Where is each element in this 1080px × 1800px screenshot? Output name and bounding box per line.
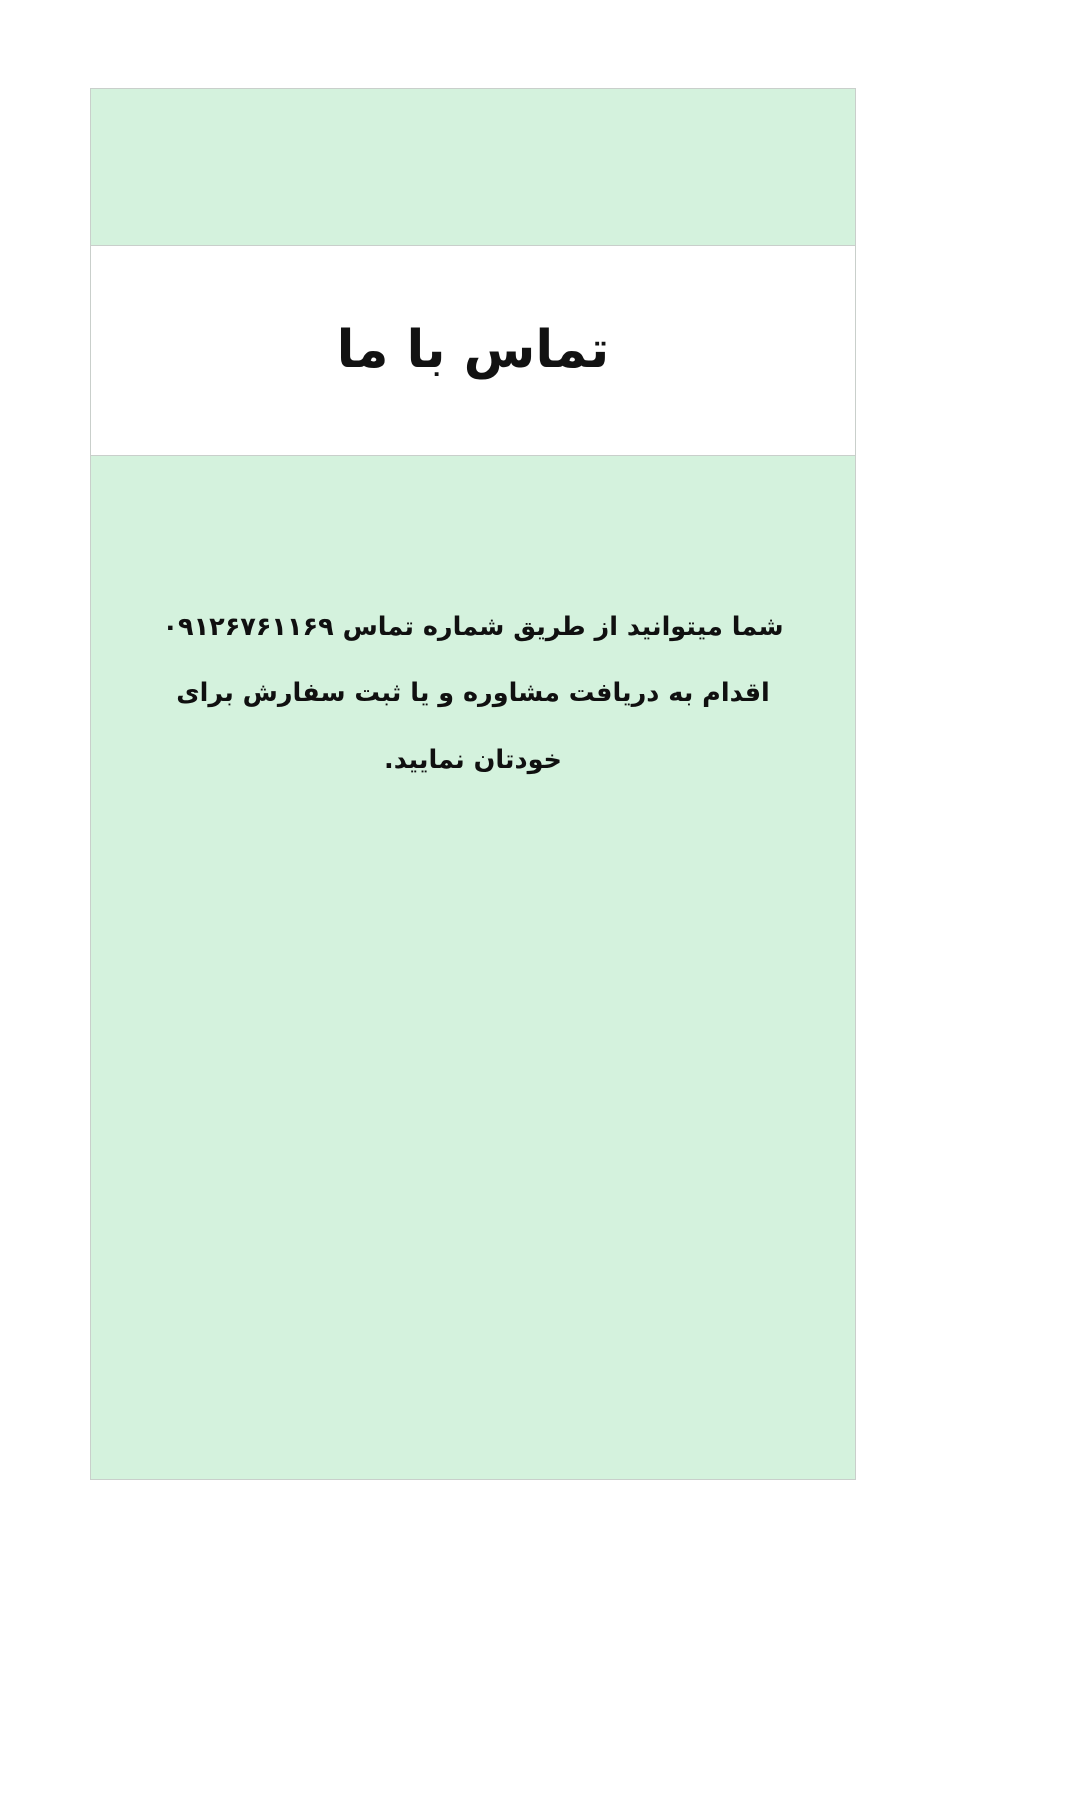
- card-body: [91, 456, 855, 1479]
- title-band: [91, 246, 855, 456]
- contact-card: [90, 88, 856, 1480]
- contact-description: شما میتوانید از طریق شماره تماس ۰۹۱۲۶۷۶۱۱۶۹ اقدام به دریافت مشاوره و یا ثبت سفارش برای خودتان نمایید.: [162, 612, 784, 775]
- card-top-spacer: [91, 89, 855, 246]
- page-title: تماس با ما: [336, 320, 610, 381]
